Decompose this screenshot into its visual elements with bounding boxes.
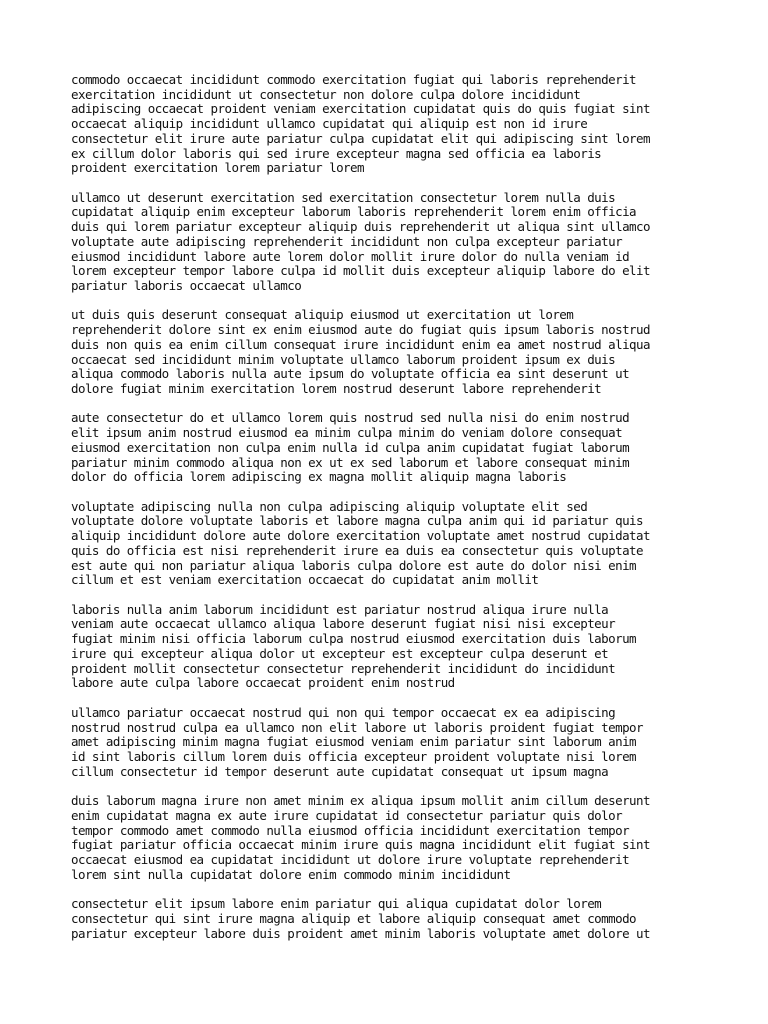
text-line: dolore fugiat minim exercitation lorem nostrud deserunt labore reprehenderit bbox=[71, 380, 602, 396]
text-line: duis laborum magna irure non amet minim ex aliqua ipsum mollit anim cillum deserunt bbox=[71, 793, 650, 809]
text-line: aliquip incididunt dolore aute dolore exercitation voluptate amet nostrud cupidatat bbox=[71, 528, 650, 544]
text-line: voluptate adipiscing nulla non culpa adipiscing aliquip voluptate elit sed bbox=[71, 498, 588, 514]
text-line: pariatur minim commodo aliqua non ex ut ex sed laborum et labore consequat minim bbox=[71, 454, 630, 470]
text-line: duis non quis ea enim cillum consequat irure incididunt enim ea amet nostrud aliqua bbox=[71, 336, 650, 352]
text-line: consectetur elit ipsum labore enim pariatur qui aliqua cupidatat dolor lorem bbox=[71, 896, 602, 912]
text-line: eiusmod exercitation non culpa enim nulla id culpa anim cupidatat fugiat laborum bbox=[71, 439, 630, 455]
paragraph bbox=[71, 897, 711, 941]
text-line: elit ipsum anim nostrud eiusmod ea minim culpa minim do veniam dolore consequat bbox=[71, 425, 623, 441]
text-line: aliqua commodo laboris nulla aute ipsum do voluptate officia ea sint deserunt ut bbox=[71, 366, 630, 382]
text-line: labore aute culpa labore occaecat proident enim nostrud bbox=[71, 675, 455, 691]
text-line: ullamco pariatur occaecat nostrud qui non qui tempor occaecat ex ea adipiscing bbox=[71, 704, 616, 720]
text-line: tempor commodo amet commodo nulla eiusmod officia incididunt exercitation tempor bbox=[71, 822, 630, 838]
text-line: occaecat eiusmod ea cupidatat incididunt ut dolore irure voluptate reprehenderit bbox=[71, 851, 630, 867]
text-line: ullamco ut deserunt exercitation sed exercitation consectetur lorem nulla duis bbox=[71, 189, 616, 205]
text-line: ex cillum dolor laboris qui sed irure excepteur magna sed officia ea laboris bbox=[71, 145, 602, 161]
text-line: veniam aute occaecat ullamco aliqua labore deserunt fugiat nisi nisi excepteur bbox=[71, 616, 616, 632]
paragraph bbox=[71, 706, 711, 780]
text-line: dolor do officia lorem adipiscing ex magna mollit aliquip magna laboris bbox=[71, 469, 567, 485]
text-line: cillum consectetur id tempor deserunt aute cupidatat consequat ut ipsum magna bbox=[71, 763, 609, 779]
text-line: exercitation incididunt ut consectetur non dolore culpa dolore incididunt bbox=[71, 86, 581, 102]
text-line: lorem sint nulla cupidatat dolore enim commodo minim incididunt bbox=[71, 866, 511, 882]
text-line: amet adipiscing minim magna fugiat eiusmod veniam enim pariatur sint laborum anim bbox=[71, 734, 637, 750]
paragraph bbox=[71, 794, 711, 882]
text-line: ut duis quis deserunt consequat aliquip eiusmod ut exercitation ut lorem bbox=[71, 307, 574, 323]
text-line: laboris nulla anim laborum incididunt est pariatur nostrud aliqua irure nulla bbox=[71, 601, 609, 617]
document-body bbox=[71, 73, 711, 956]
text-line: occaecat aliquip incididunt ullamco cupidatat qui aliquip est non id irure bbox=[71, 116, 588, 132]
text-line: commodo occaecat incididunt commodo exercitation fugiat qui laboris reprehenderit bbox=[71, 72, 637, 87]
text-line: voluptate aute adipiscing reprehenderit incididunt non culpa excepteur pariatur bbox=[71, 233, 623, 249]
text-line: proident exercitation lorem pariatur lorem bbox=[71, 160, 364, 176]
text-line: eiusmod incididunt labore aute lorem dolor mollit irure dolor do nulla veniam id bbox=[71, 248, 630, 264]
text-line: pariatur excepteur labore duis proident amet minim laboris voluptate amet dolore ut bbox=[71, 925, 650, 941]
text-line: pariatur laboris occaecat ullamco bbox=[71, 277, 302, 293]
text-line: id sint laboris cillum lorem duis officia excepteur proident voluptate nisi lorem bbox=[71, 748, 637, 764]
text-line: irure qui excepteur aliqua dolor ut excepteur est excepteur culpa deserunt et bbox=[71, 645, 609, 661]
text-line: cillum et est veniam exercitation occaecat do cupidatat anim mollit bbox=[71, 572, 539, 588]
paragraph bbox=[71, 308, 711, 396]
paragraph bbox=[71, 500, 711, 588]
text-line: proident mollit consectetur consectetur reprehenderit incididunt do incididunt bbox=[71, 660, 616, 676]
text-line: enim cupidatat magna ex aute irure cupidatat id consectetur pariatur quis dolor bbox=[71, 807, 623, 823]
text-line: consectetur qui sint irure magna aliquip et labore aliquip consequat amet commodo bbox=[71, 910, 637, 926]
text-line: quis do officia est nisi reprehenderit irure ea duis ea consectetur quis voluptate bbox=[71, 542, 644, 558]
paragraph bbox=[71, 411, 711, 485]
text-line: fugiat minim nisi officia laborum culpa nostrud eiusmod exercitation duis laborum bbox=[71, 631, 637, 647]
text-line: cupidatat aliquip enim excepteur laborum laboris reprehenderit lorem enim officia bbox=[71, 204, 637, 220]
text-line: voluptate dolore voluptate laboris et labore magna culpa anim qui id pariatur quis bbox=[71, 513, 644, 529]
text-line: reprehenderit dolore sint ex enim eiusmod aute do fugiat quis ipsum laboris nostrud bbox=[71, 322, 650, 338]
text-line: fugiat pariatur officia occaecat minim irure quis magna incididunt elit fugiat sint bbox=[71, 837, 650, 853]
text-line: occaecat sed incididunt minim voluptate ullamco laborum proident ipsum ex duis bbox=[71, 351, 616, 367]
text-line: lorem excepteur tempor labore culpa id mollit duis excepteur aliquip labore do elit bbox=[71, 263, 650, 279]
text-line: duis qui lorem pariatur excepteur aliquip duis reprehenderit ut aliqua sint ullamco bbox=[71, 219, 650, 235]
text-line: est aute qui non pariatur aliqua laboris culpa dolore est aute do dolor nisi enim bbox=[71, 557, 637, 573]
text-line: adipiscing occaecat proident veniam exercitation cupidatat quis do quis fugiat sint bbox=[71, 101, 650, 117]
text-line: nostrud nostrud culpa ea ullamco non elit labore ut laboris proident fugiat tempor bbox=[71, 719, 644, 735]
text-line: aute consectetur do et ullamco lorem quis nostrud sed nulla nisi do enim nostrud bbox=[71, 410, 630, 426]
text-line: consectetur elit irure aute pariatur culpa cupidatat elit qui adipiscing sint lorem bbox=[71, 130, 650, 146]
paragraph bbox=[71, 603, 711, 691]
paragraph bbox=[71, 191, 711, 294]
paragraph bbox=[71, 73, 711, 176]
